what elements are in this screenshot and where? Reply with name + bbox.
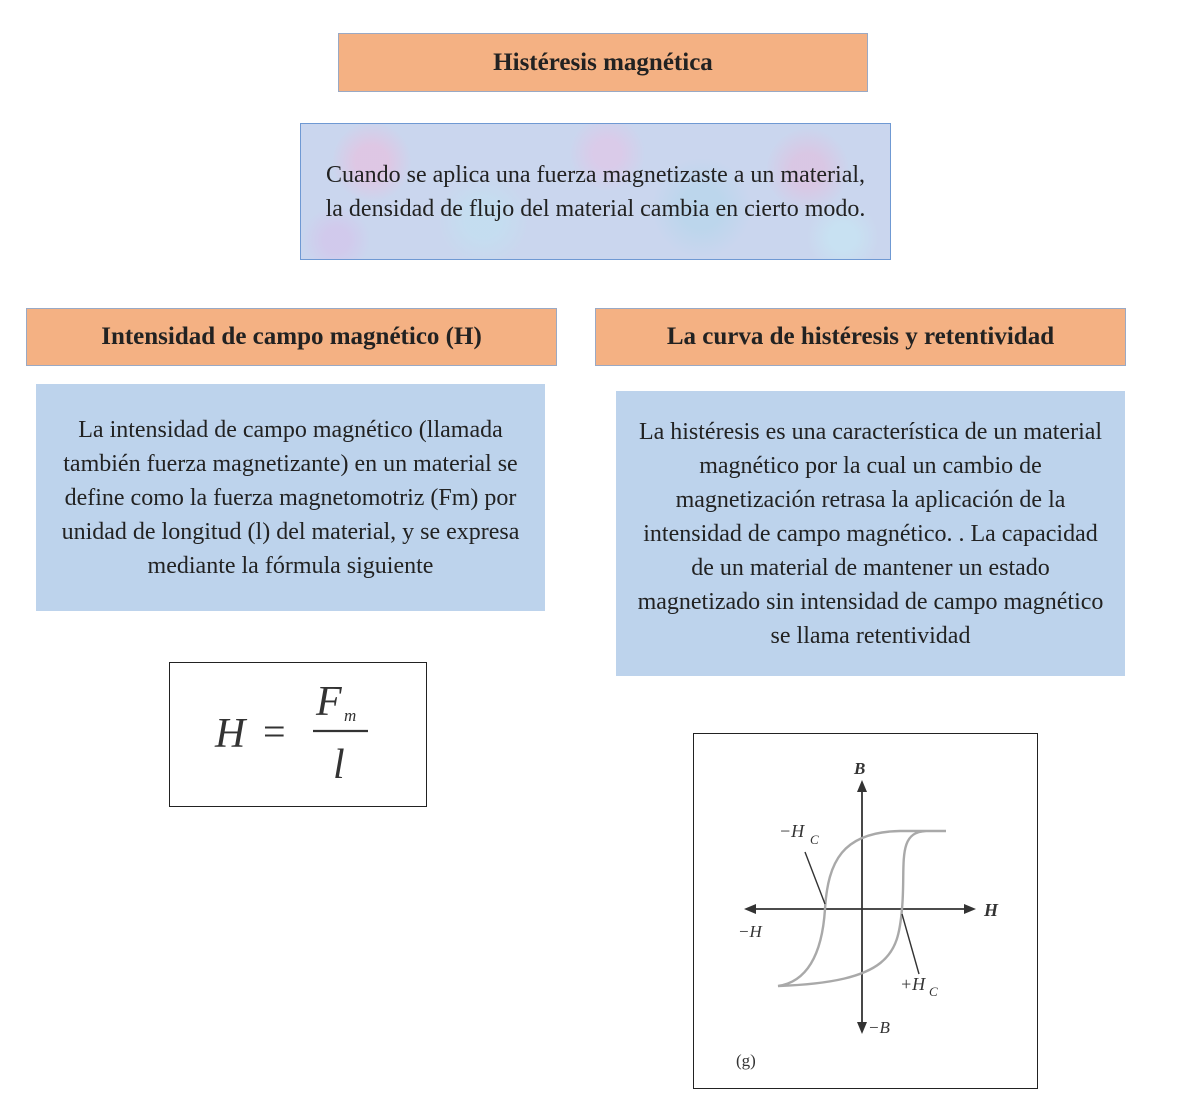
neg-b-axis-label: −B <box>868 1018 890 1037</box>
left-heading: Intensidad de campo magnético (H) <box>101 323 482 350</box>
title-banner <box>338 33 868 92</box>
neg-hc-sub-label: C <box>810 832 819 847</box>
left-heading-banner <box>26 308 557 366</box>
formula-equals: = <box>263 709 286 754</box>
page-title: Histéresis magnética <box>493 48 713 76</box>
neg-hc-label: −H <box>779 821 805 841</box>
formula-numerator: F <box>316 679 342 725</box>
hysteresis-graph <box>694 734 1036 1087</box>
b-axis-arrow-down <box>857 1022 867 1034</box>
formula-box <box>169 662 427 807</box>
right-text-box <box>616 391 1125 676</box>
right-body-text: La histéresis es una característica de un material magnético por la cual un cambio de magnetización retrasa la aplicación de la intensidad de campo magnético. . La capacidad de un material de mantener un estado magnetizado sin intensidad de campo magnético se llama retentividad <box>637 418 1104 649</box>
h-axis-label: H <box>984 900 999 920</box>
formula-numerator-sub: m <box>344 706 357 725</box>
hysteresis-graph-box <box>693 733 1038 1089</box>
neg-hc-leader <box>805 852 825 904</box>
h-axis-arrow-right <box>964 904 976 914</box>
formula-denominator: l <box>333 742 345 788</box>
neg-h-axis-label: −H <box>738 922 762 941</box>
h-axis-arrow-left <box>744 904 756 914</box>
b-axis-arrow-up <box>857 780 867 792</box>
right-heading: La curva de histéresis y retentividad <box>666 323 1055 350</box>
pos-hc-sub-label: C <box>929 984 938 999</box>
b-axis-label: B <box>854 759 866 778</box>
formula-lhs: H <box>215 711 246 757</box>
panel-label: (g) <box>736 1051 756 1070</box>
left-body-text: La intensidad de campo magnético (llamada también fuerza magnetizante) en un material se define como la fuerza magnetomotriz (Fm) por unidad de longitud (l) del material, y se expresa mediante la fórmula siguiente <box>61 416 520 579</box>
intro-box <box>300 123 891 260</box>
intro-text: Cuando se aplica una fuerza magnetizaste a un material, la densidad de flujo del material cambia en cierto modo. <box>325 161 866 222</box>
right-heading-banner <box>595 308 1126 366</box>
pos-hc-label: +H <box>900 974 926 994</box>
pos-hc-leader <box>902 914 919 974</box>
formula-svg <box>170 663 425 805</box>
left-text-box <box>36 384 545 611</box>
